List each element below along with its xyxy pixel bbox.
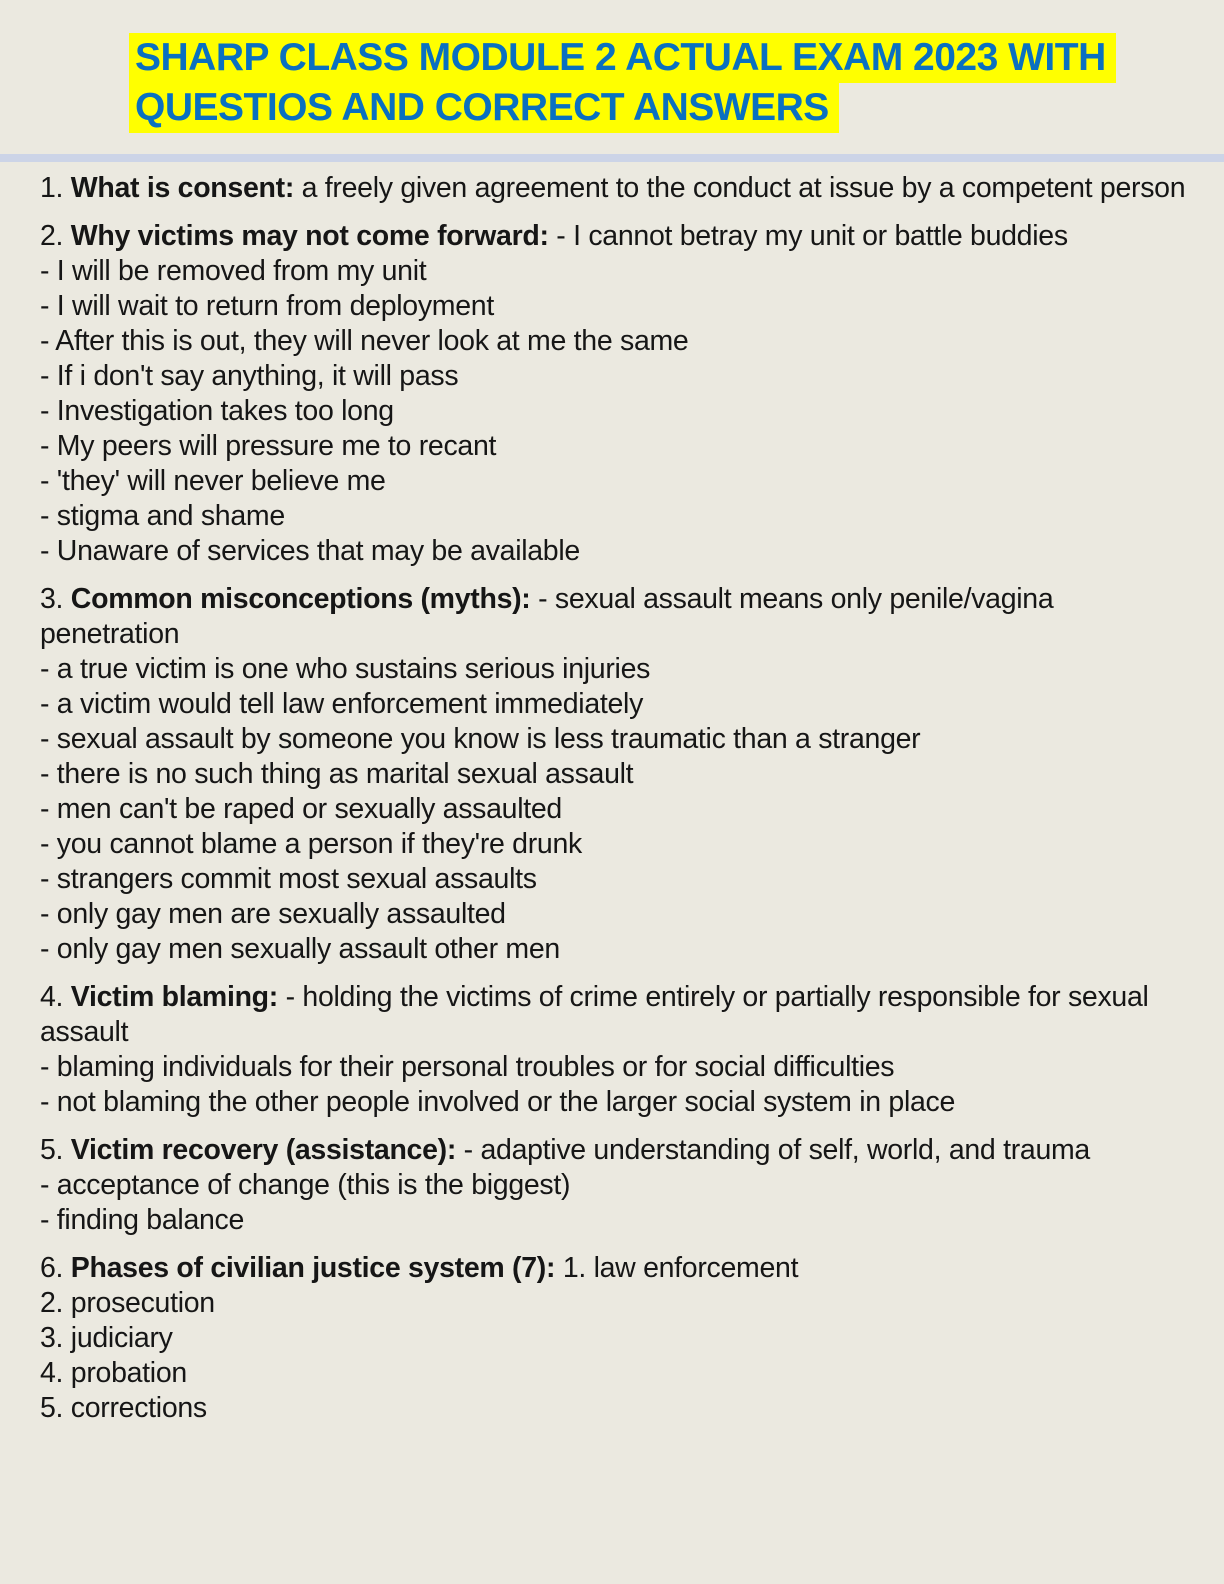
item-number: 6. (40, 1252, 71, 1284)
item-lead-line (40, 219, 1194, 254)
item-line: - blaming individuals for their personal troubles or for social difficulties (40, 1051, 895, 1083)
item-lead-line (40, 171, 1194, 206)
item-line: - Unaware of services that may be available (40, 535, 580, 567)
exam-item-3 (40, 582, 1194, 967)
item-heading: What is consent: (70, 172, 302, 204)
item-lead-line (40, 1133, 1194, 1168)
item-lead-line (40, 980, 1194, 1050)
item-lead-text: - holding the victims of crime entirely or partially responsible for sexual assault (40, 981, 1149, 1048)
item-line: - a true victim is one who sustains serious injuries (40, 653, 651, 685)
item-heading: Victim blaming: (70, 981, 286, 1013)
exam-item-4 (40, 980, 1194, 1120)
page-title (129, 33, 1194, 133)
item-line: 2. prosecution (40, 1287, 215, 1319)
title-divider (0, 154, 1224, 162)
title-line-2: QUESTIOS AND CORRECT ANSWERS (129, 83, 839, 133)
exam-item-2 (40, 219, 1194, 569)
item-number: 1. (40, 172, 71, 204)
item-line: - stigma and shame (40, 500, 285, 532)
item-lead-text: a freely given agreement to the conduct at issue by a competent person (301, 172, 1186, 204)
item-line: - Investigation takes too long (40, 395, 394, 427)
item-line: - there is no such thing as marital sexual assault (40, 758, 634, 790)
item-lead-text: 1. law enforcement (562, 1252, 799, 1284)
item-number: 2. (40, 220, 71, 252)
item-line: 5. corrections (40, 1392, 207, 1424)
item-line: 4. probation (40, 1357, 187, 1389)
item-line: - My peers will pressure me to recant (40, 430, 497, 462)
item-line: - I will be removed from my unit (40, 255, 427, 287)
item-line: - I will wait to return from deployment (40, 290, 494, 322)
item-number: 5. (40, 1134, 71, 1166)
item-line: - After this is out, they will never look at me the same (40, 325, 689, 357)
item-line: - sexual assault by someone you know is less traumatic than a stranger (40, 723, 921, 755)
item-line: - a victim would tell law enforcement immediately (40, 688, 644, 720)
item-lead-text: - sexual assault means only penile/vagina penetration (40, 583, 1054, 650)
item-number: 3. (40, 583, 71, 615)
item-heading: Phases of civilian justice system (7): (70, 1252, 563, 1284)
document-body (0, 162, 1224, 1426)
item-line: - men can't be raped or sexually assaulted (40, 793, 562, 825)
item-line: - acceptance of change (this is the biggest) (40, 1169, 571, 1201)
item-line: - only gay men are sexually assaulted (40, 898, 506, 930)
item-lead-text: - I cannot betray my unit or battle buddies (556, 220, 1068, 252)
item-line: 3. judiciary (40, 1322, 173, 1354)
item-heading: Why victims may not come forward: (70, 220, 557, 252)
item-lead-line (40, 1251, 1194, 1286)
item-line: - finding balance (40, 1204, 245, 1236)
item-line: - only gay men sexually assault other men (40, 933, 560, 965)
item-lead-line (40, 582, 1194, 652)
item-line: - not blaming the other people involved or the larger social system in place (40, 1086, 956, 1118)
exam-item-5 (40, 1133, 1194, 1238)
item-number: 4. (40, 981, 71, 1013)
exam-item-6 (40, 1251, 1194, 1426)
title-line-1: SHARP CLASS MODULE 2 ACTUAL EXAM 2023 WITH (129, 33, 1116, 83)
item-line: - you cannot blame a person if they're drunk (40, 828, 582, 860)
item-line: - strangers commit most sexual assaults (40, 863, 537, 895)
item-heading: Victim recovery (assistance): (70, 1134, 464, 1166)
item-line: - If i don't say anything, it will pass (40, 360, 459, 392)
item-heading: Common misconceptions (myths): (70, 583, 539, 615)
document-title (129, 33, 1194, 133)
exam-item-1 (40, 171, 1194, 206)
item-lead-text: - adaptive understanding of self, world, and trauma (463, 1134, 1090, 1166)
item-line: - 'they' will never believe me (40, 465, 386, 497)
